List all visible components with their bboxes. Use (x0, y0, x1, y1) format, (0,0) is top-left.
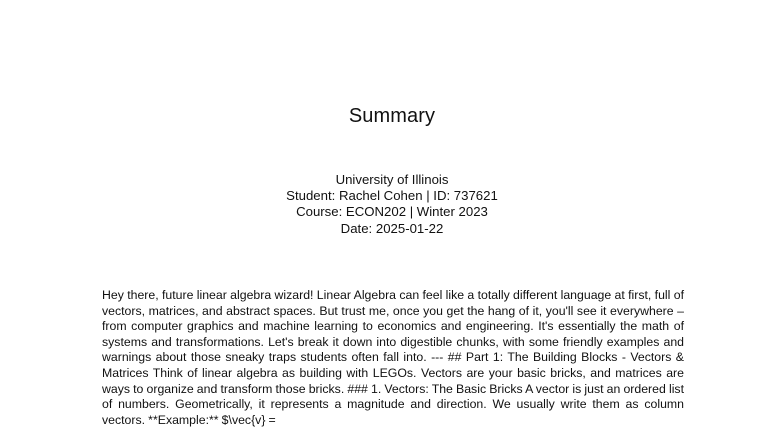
institution-line: University of Illinois (335, 172, 449, 187)
course-line: Course: ECON202 | Winter 2023 (296, 204, 488, 220)
document-title: Summary (348, 105, 436, 127)
date-line: Date: 2025-01-22 (340, 220, 444, 236)
document-meta (0, 172, 784, 237)
student-line: Student: Rachel Cohen | ID: 737621 (286, 188, 498, 204)
body-paragraph: Hey there, future linear algebra wizard! Linear Algebra can feel like a totally different language at first, full of vectors, matrices, and abstract spaces. But trust me, once you get the hang of it, you'll see it everywhere – from computer graphics and machine learning to economics and engineering. It's essentially the math of systems and transformations. Let's break it down into digestible chunks, with some friendly examples and warnings about those sneaky traps students often fall into. --- ## Part 1: The Building Blocks - Vectors & Matrices Think of linear algebra as building with LEGOs. Vectors are your basic bricks, and matrices are ways to organize and transform those bricks. ### 1. Vectors: The Basic Bricks A vector is just an ordered list of numbers. Geometrically, it represents a magnitude and direction. We usually write them as column vectors. **Example:** $\vec{v} = (102, 288, 684, 427)
